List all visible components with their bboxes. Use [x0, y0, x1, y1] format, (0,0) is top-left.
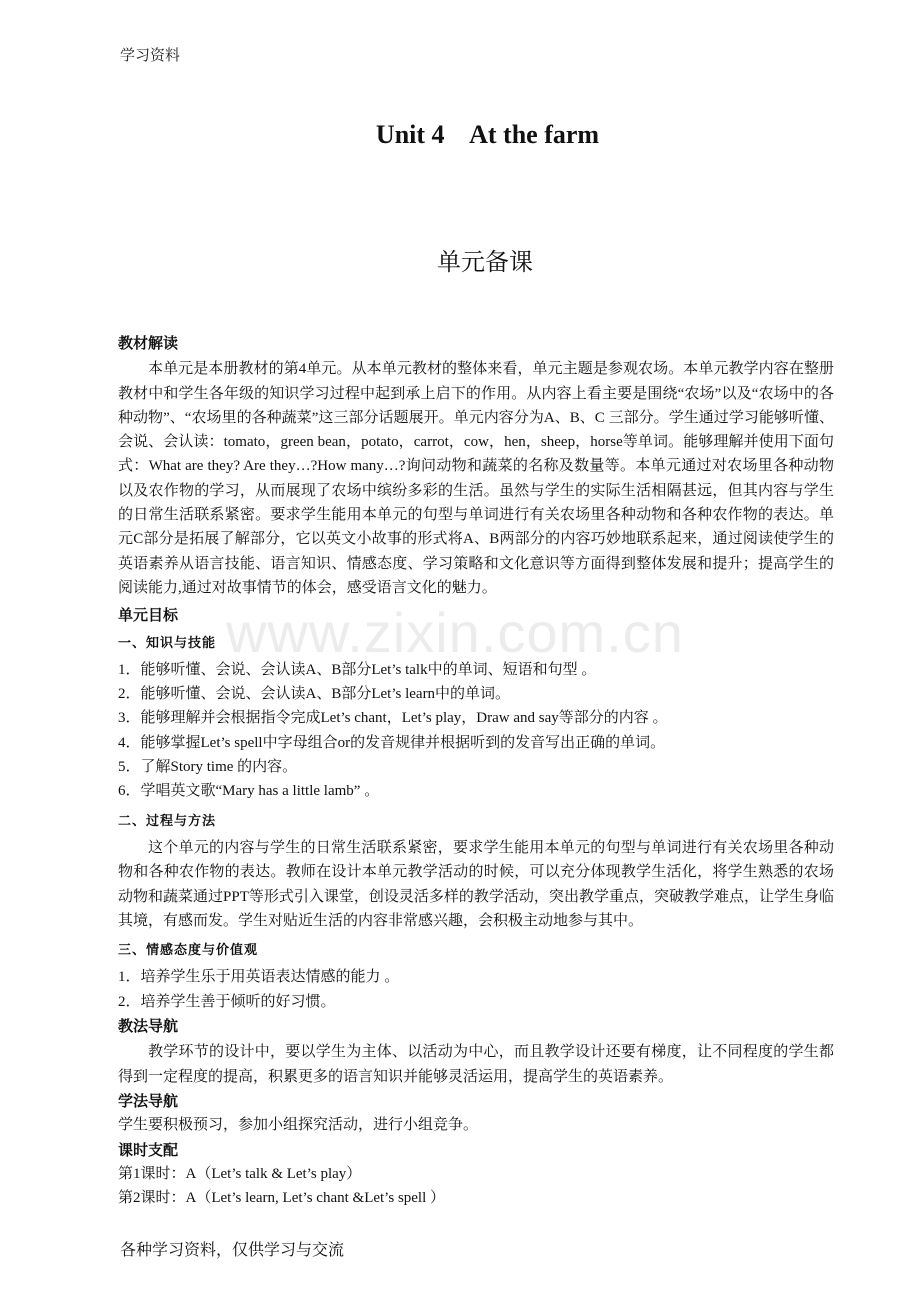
knowledge-item: 6．学唱英文歌“Mary has a little lamb” 。: [118, 783, 380, 800]
knowledge-item: 3．能够理解并会根据指令完成Let’s chant，Let’s play，Draw and say等部分的内容 。: [118, 710, 668, 727]
section-heading-learning: 学法导航: [118, 1091, 179, 1110]
emotion-item: 1．培养学生乐于用英语表达情感的能力 。: [118, 969, 400, 986]
teaching-paragraph: 教学环节的设计中，要以学生为主体、以活动为中心，而且教学设计还要有梯度，让不同程度的学生都得到一定程度的提高，积累更多的语言知识并能够灵活运用，提高学生的英语素养。: [118, 1044, 834, 1085]
knowledge-item: 5．了解Story time 的内容。: [118, 759, 298, 776]
document-title: Unit 4 At the farm: [375, 120, 600, 149]
knowledge-item: 1．能够听懂、会说、会认读A、B部分Let’s talk中的单词、短语和句型 。: [118, 661, 597, 678]
schedule-item: 第2课时：A（Let’s learn, Let’s chant &Let’s spell ）: [118, 1190, 446, 1207]
textbook-paragraph: 本单元是本册教材的第4单元。从本单元教材的整体来看，单元主题是参观农场。本单元教学内容在整册教材中和学生各年级的知识学习过程中起到承上启下的作用。从内容上看主要是围绕“农场”以及“农场中的各种动物”、“农场里的各种蔬菜”这三部分话题展开。单元内容分为A、B、C 三部分。学生通过学习能够听懂、会说、会认读：tomato，green bean，potato，carrot，cow，hen，sheep，horse等单词。能够理解并使用下面句式：What are they? Are they…?How many…?询问动物和蔬菜的名称及数量等。本单元通过对农场里各种动物以及农作物的学习，从而展现了农场中缤纷多彩的生活。虽然与学生的实际生活相隔甚远，但其内容与学生的日常生活联系紧密。要求学生能用本单元的句型与单词进行有关农场里各种动物和各种农作物的表达。单元C部分是拓展了解部分，它以英文小故事的形式将A、B两部分的内容巧妙地联系起来，通过阅读使学生的英语素养从语言技能、语言知识、情感态度、学习策略和文化意识等方面得到整体发展和提升；提高学生的阅读能力,通过对故事情节的体会，感受语言文化的魅力。: [118, 361, 834, 596]
header-note: 学习资料: [120, 46, 181, 64]
subheading-emotion: 三、情感态度与价值观: [118, 943, 259, 959]
watermark: www.zixin.com.cn: [226, 601, 684, 664]
footer-note: 各种学习资料，仅供学习与交流: [120, 1240, 345, 1259]
subheading-process: 二、过程与方法: [118, 813, 217, 829]
section-heading-teaching: 教法导航: [118, 1017, 179, 1036]
learning-paragraph: 学生要积极预习，参加小组探究活动，进行小组竞争。: [118, 1117, 479, 1134]
section-heading-textbook: 教材解读: [118, 334, 179, 352]
emotion-item: 2．培养学生善于倾听的好习惯。: [118, 993, 336, 1010]
section-heading-goals: 单元目标: [118, 606, 179, 625]
section-heading-schedule: 课时支配: [118, 1140, 179, 1159]
document-body: [118, 331, 834, 1210]
process-paragraph: 这个单元的内容与学生的日常生活联系紧密，要求学生能用本单元的句型与单词进行有关农场里各种动物和各种农作物的表达。教师在设计本单元教学活动的时候，可以充分体现教学生活化，将学生熟悉的农场动物和蔬菜通过PPT等形式引入课堂，创设灵活多样的教学活动，突出教学重点，突破教学难点，让学生身临其境，有感而发。学生对贴近生活的内容非常感兴趣，会积极主动地参与其中。: [118, 839, 834, 929]
knowledge-item: 2．能够听懂、会说、会认读A、B部分Let’s learn中的单词。: [118, 686, 511, 703]
knowledge-item: 4．能够掌握Let’s spell中字母组合or的发音规律并根据听到的发音写出正确的单词。: [118, 734, 666, 751]
document-subtitle: 单元备课: [437, 248, 533, 276]
schedule-item: 第1课时：A（Let’s talk & Let’s play）: [118, 1165, 362, 1182]
subheading-knowledge: 一、知识与技能: [118, 635, 217, 651]
